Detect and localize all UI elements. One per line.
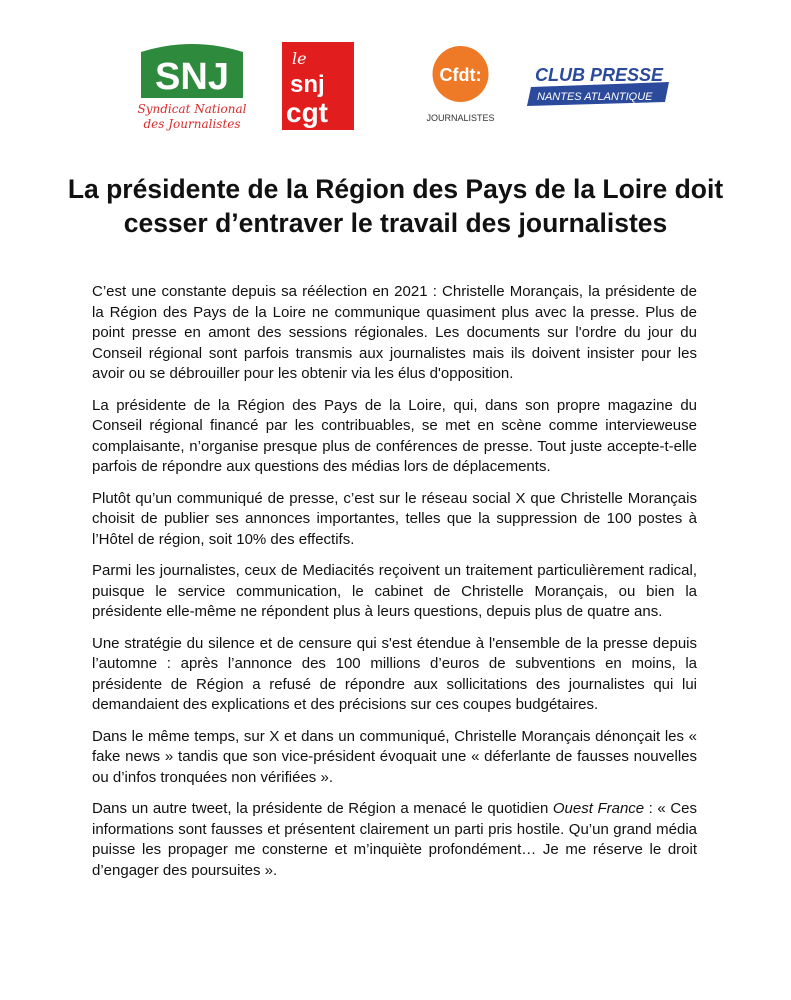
page-title: La présidente de la Région des Pays de la Loire doit cesser d’entraver le travail des journalistes <box>67 174 724 238</box>
paragraph: Dans le même temps, sur X et dans un communiqué, Christelle Morançais dénonçait les « fake news » tandis que son vice-président évoquait une « déferlante de fausses nouvelles ou d’infos tronquées non vérifiées ». <box>92 727 697 786</box>
article-body <box>92 282 697 892</box>
paragraph: Plutôt qu’un communiqué de presse, c’est sur le réseau social X que Christelle Morançais choisit de publier ses annonces importantes, telles que la suppression de 100 postes à l’Hôtel de région, soit 10% des effectifs. <box>92 489 697 548</box>
snj-cgt-logo-snj: snj <box>290 71 325 98</box>
paragraph: La présidente de la Région des Pays de la Loire, qui, dans son propre magazine du Conseil régional financé par les contribuables, se met en scène comme intervieweuse complaisante, n’organise presque plus de conférences de presse. Tout juste accepte-t-elle parfois de répondre aux questions des médias lors de déplacements. <box>92 396 697 475</box>
cfdt-logo-text: Cfdt: <box>439 65 482 85</box>
snj-logo-line2: des Journalistes <box>143 117 241 131</box>
snj-logo <box>137 40 247 135</box>
snj-logo-line1: Syndicat National <box>137 102 247 116</box>
club-presse-logo <box>523 60 673 108</box>
paragraph: Une stratégie du silence et de censure qui s'est étendue à l'ensemble de la presse depuis l’automne : après l’annonce des 100 millions d’euros de subventions en moins, la présidente de Région a refusé de répondre aux sollicitations des journalistes qui lui demandaient des explications et des précisions sur ces coupes budgétaires. <box>92 634 697 713</box>
snj-logo-letters: SNJ <box>155 56 229 98</box>
paragraph: C’est une constante depuis sa réélection en 2021 : Christelle Morançais, la présidente de la Région des Pays de la Loire ne communique quasiment plus avec la presse. Plus de point presse en amont des sessions régionales. Les documents sur l'ordre du jour du Conseil régional sont parfois transmis aux journalistes mais ils doivent insister pour les avoir ou se débrouiller pour les obtenir via les élus d'opposition. <box>92 283 697 382</box>
snj-cgt-logo-cgt: cgt <box>286 97 328 128</box>
cfdt-logo-sub: JOURNALISTES <box>426 113 495 123</box>
paragraph-text: Dans un autre tweet, la présidente de Région a menacé le quotidien <box>92 800 553 817</box>
club-presse-logo-line1: CLUB PRESSE <box>535 65 664 85</box>
paragraph: Parmi les journalistes, ceux de Mediacités reçoivent un traitement particulièrement radical, puisque le service communication, le cabinet de Christelle Morançais, ou bien la présidente elle-même ne répondent plus à leurs questions, depuis plus de quatre ans. <box>92 562 697 620</box>
snj-cgt-logo <box>282 42 354 130</box>
paragraph-last <box>92 799 697 881</box>
cfdt-logo <box>423 44 498 126</box>
club-presse-logo-line2: NANTES ATLANTIQUE <box>537 91 653 103</box>
newspaper-name: Ouest France <box>552 800 645 817</box>
paragraph-text: : « Ces informations sont fausses et présentent clairement un parti pris hostile. Qu’un grand média puisse les propager me consterne et m’inquiète profondément… Je me réserve le droit d’engager des poursuites ». <box>92 800 697 879</box>
snj-cgt-logo-le: le <box>292 49 307 68</box>
